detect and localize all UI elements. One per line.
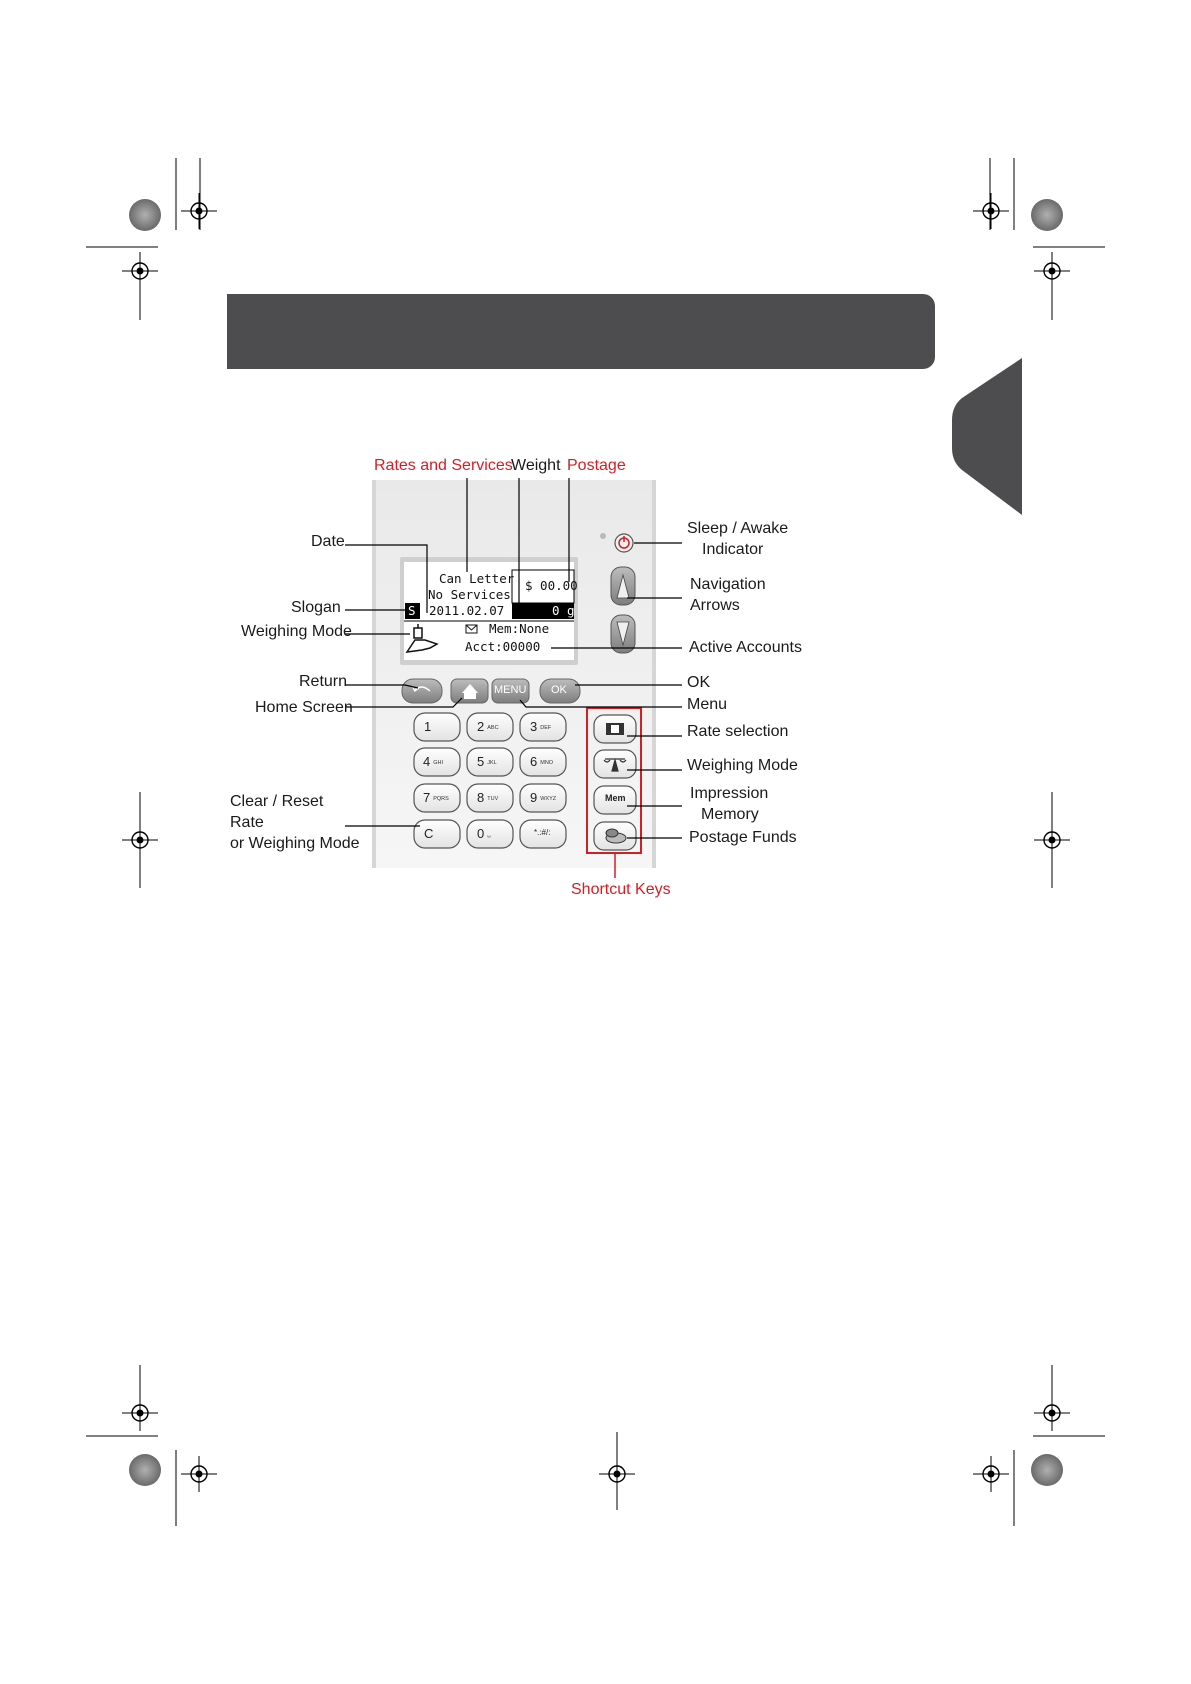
label-postage: Postage xyxy=(567,457,626,474)
label-weight: Weight xyxy=(511,457,561,474)
label-clear-reset-2: Rate xyxy=(230,814,264,831)
lcd-date: 2011.02.07 xyxy=(429,603,505,618)
chapter-tab xyxy=(952,358,1022,515)
key-8[interactable]: 8 TUV xyxy=(477,790,499,805)
label-active-accounts: Active Accounts xyxy=(689,639,802,656)
label-rate-selection: Rate selection xyxy=(687,723,789,740)
label-clear-reset-3: or Weighing Mode xyxy=(230,835,360,852)
label-return: Return xyxy=(299,673,348,690)
lcd-weight: 0 g xyxy=(552,603,575,618)
key-2[interactable]: 2 ABC xyxy=(477,719,499,734)
key-6[interactable]: 6 MNO xyxy=(530,754,554,769)
label-sleep-awake-2: Indicator xyxy=(702,541,764,558)
key-0[interactable]: 0 ␣ xyxy=(477,826,491,841)
label-sleep-awake-1: Sleep / Awake xyxy=(687,520,789,537)
chapter-header-bar xyxy=(227,294,935,369)
lcd-account: Acct:00000 xyxy=(465,639,541,654)
label-impression-1: Impression xyxy=(690,785,769,802)
key-4[interactable]: 4 GHI xyxy=(423,754,444,769)
key-5[interactable]: 5 JKL xyxy=(477,754,497,769)
label-home-screen: Home Screen xyxy=(255,699,353,716)
label-shortcut-keys: Shortcut Keys xyxy=(571,881,671,898)
label-slogan: Slogan xyxy=(291,599,341,616)
key-9[interactable]: 9 WXYZ xyxy=(530,790,557,805)
label-date: Date xyxy=(311,533,345,550)
label-ok: OK xyxy=(687,674,711,691)
key-clear[interactable]: C xyxy=(424,826,434,841)
lcd-services: No Services xyxy=(428,587,511,602)
lcd-memory: Mem:None xyxy=(489,621,550,636)
menu-key-label[interactable]: MENU xyxy=(494,684,527,696)
memory-shortcut-label[interactable]: Mem xyxy=(605,793,626,803)
label-postage-funds: Postage Funds xyxy=(689,829,797,846)
label-rates-and-services: Rates and Services xyxy=(374,457,513,474)
label-clear-reset-1: Clear / Reset xyxy=(230,793,324,810)
label-menu: Menu xyxy=(687,696,728,713)
rate-selection-icon xyxy=(606,723,624,735)
label-weighing-mode-left: Weighing Mode xyxy=(241,623,352,640)
ok-key-label[interactable]: OK xyxy=(551,684,567,696)
label-impression-2: Memory xyxy=(701,806,759,823)
key-1[interactable]: 1 xyxy=(424,719,432,734)
label-weighing-mode-right: Weighing Mode xyxy=(687,757,798,774)
return-button xyxy=(402,679,442,703)
lcd-postage: $ 00.00 xyxy=(525,578,578,593)
lcd-rate: Can Letter xyxy=(439,571,515,586)
label-navigation-1: Navigation xyxy=(690,576,766,593)
device-panel xyxy=(372,480,656,868)
key-7[interactable]: 7 PQRS xyxy=(423,790,449,805)
label-navigation-2: Arrows xyxy=(690,597,740,614)
lcd-slogan-indicator: S xyxy=(408,603,416,618)
key-3[interactable]: 3 DEF xyxy=(530,719,552,734)
key-symbols[interactable]: *.:#/: xyxy=(534,828,551,837)
